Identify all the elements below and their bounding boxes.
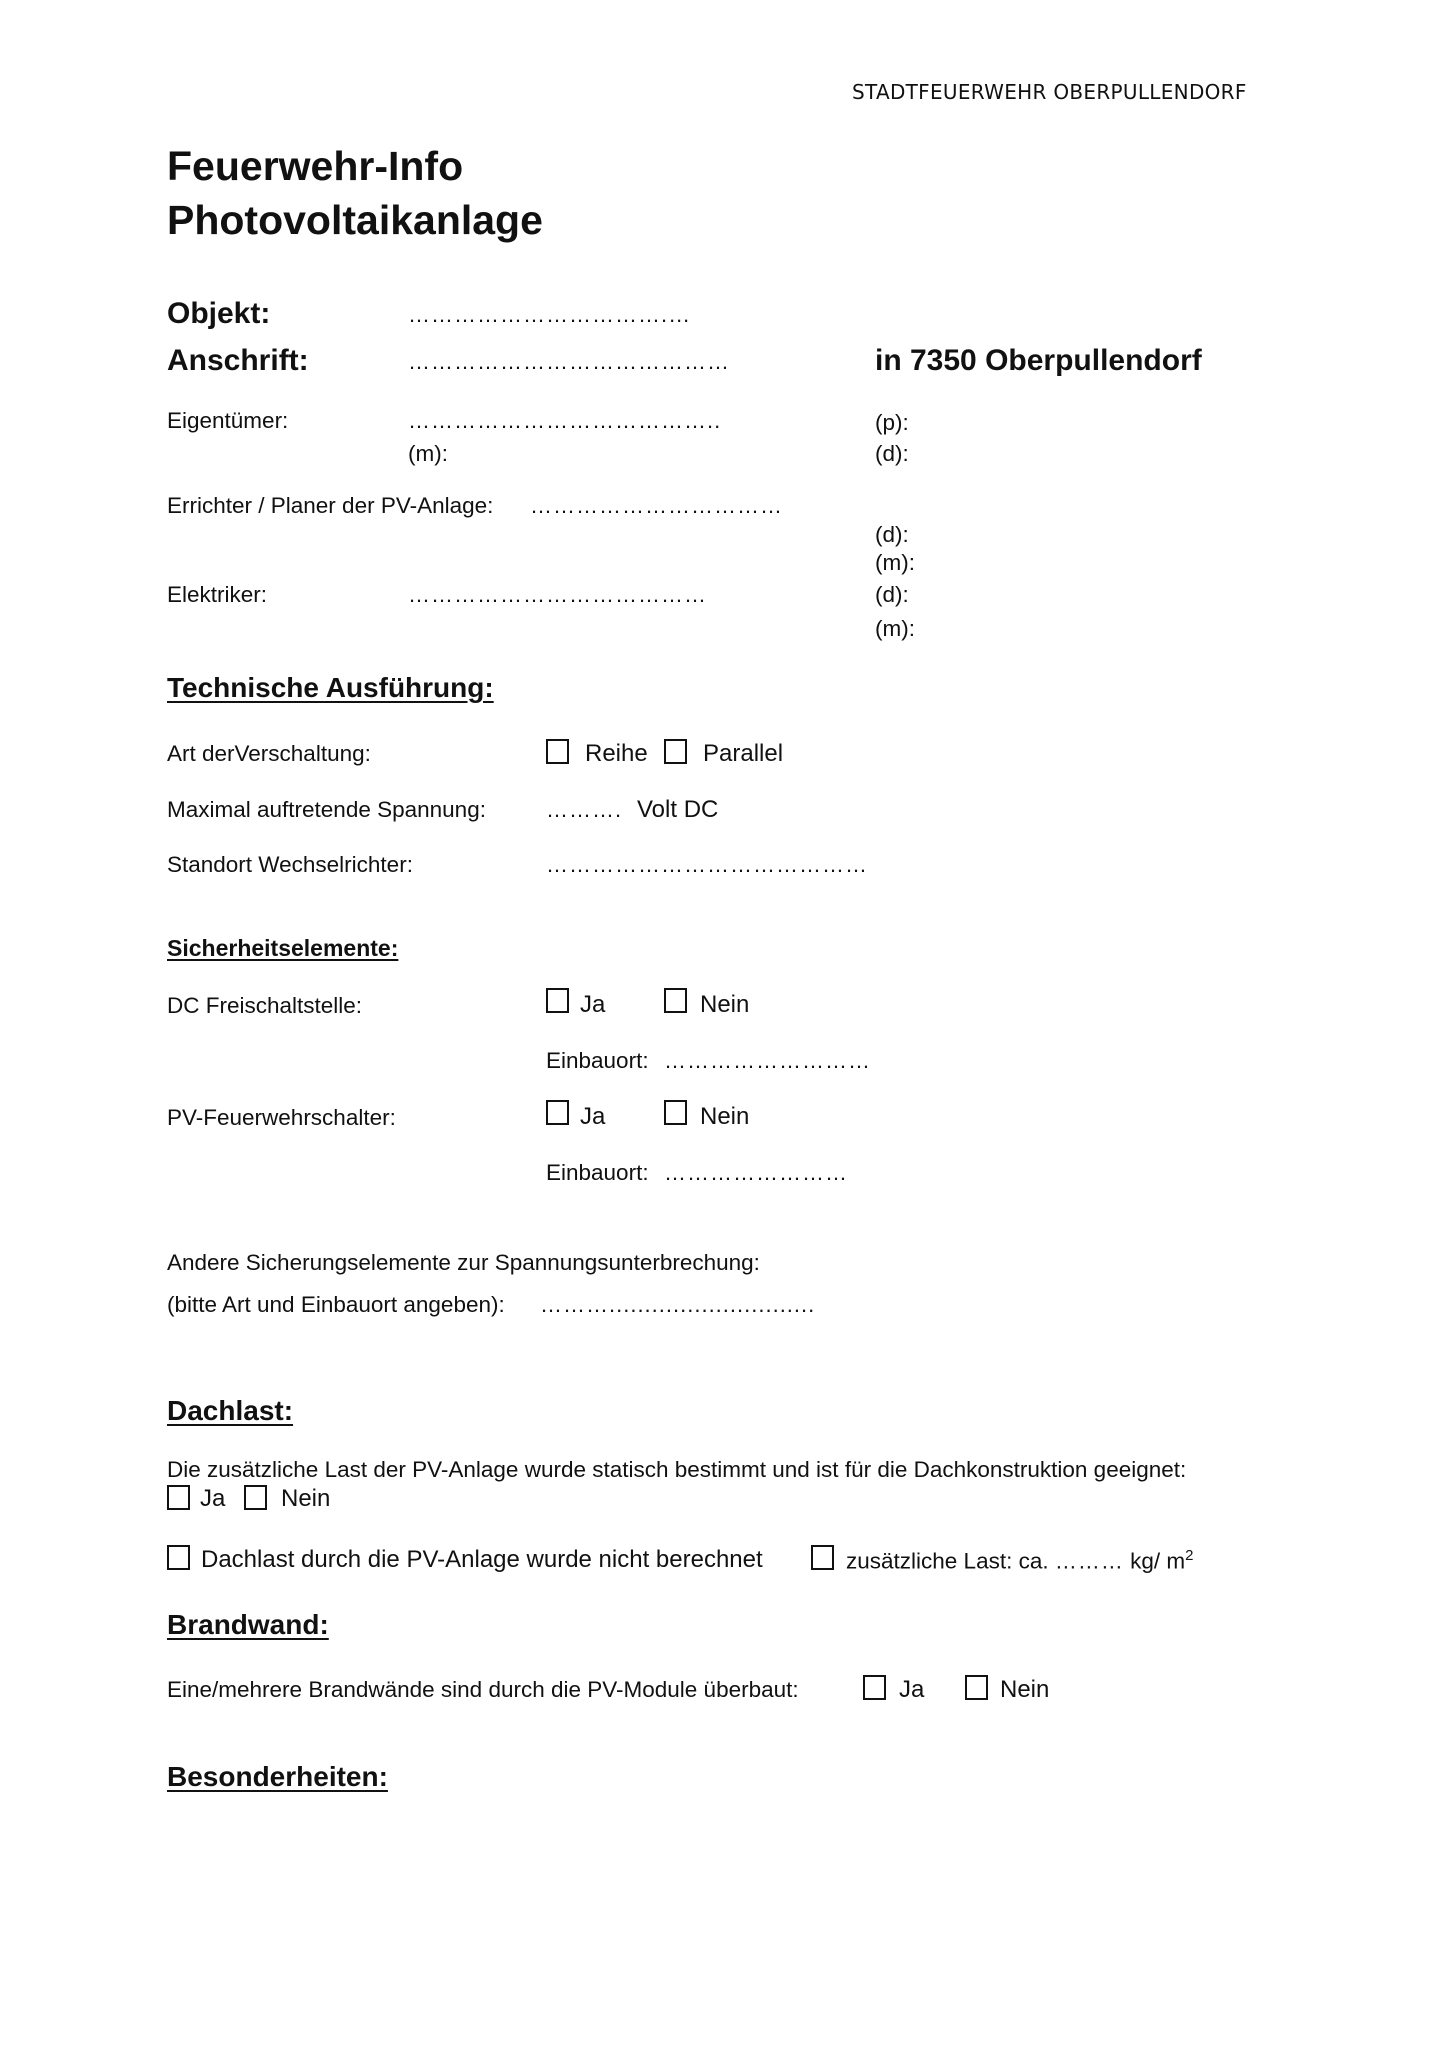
dc-ja-label: Ja [580, 991, 606, 1018]
eigentuemer-mobile-label: (m): [408, 441, 448, 466]
zusaetzliche-last-prefix: zusätzliche Last: ca. [846, 1548, 1049, 1574]
elektriker-label: Elektriker: [167, 582, 268, 607]
pv-ja-label: Ja [580, 1103, 606, 1130]
zusaetzliche-last-checkbox[interactable] [811, 1545, 834, 1570]
besonderheiten-heading: Besonderheiten: [167, 1761, 388, 1792]
eigentuemer-office-label: (d): [875, 441, 909, 466]
spannung-label: Maximal auftretende Spannung: [167, 797, 486, 822]
dc-einbauort-label: Einbauort: [546, 1048, 649, 1073]
errichter-office-label: (d): [875, 522, 909, 547]
objekt-label: Objekt: [167, 297, 271, 330]
dc-einbauort-field[interactable]: ……………………… [664, 1048, 871, 1073]
errichter-field[interactable]: …………………………… [530, 493, 783, 518]
eigentuemer-private-label: (p): [875, 410, 909, 435]
zusaetzliche-last-unit: kg/ m [1130, 1548, 1186, 1574]
pv-einbauort-label: Einbauort: [546, 1160, 649, 1185]
wechselrichter-field[interactable]: …………………………………… [546, 852, 868, 877]
zusaetzliche-last-label [846, 1547, 1194, 1575]
andere-elemente-field[interactable]: ………............................. [540, 1292, 816, 1317]
dachlast-ja-label: Ja [200, 1485, 226, 1512]
pv-nein-checkbox[interactable] [664, 1100, 687, 1125]
objekt-field[interactable]: …………………………….… [408, 302, 692, 327]
anschrift-label: Anschrift: [167, 344, 309, 377]
andere-elemente-label: Andere Sicherungselemente zur Spannungsunterbrechung: [167, 1250, 760, 1275]
sicherheit-heading: Sicherheitselemente: [167, 935, 399, 961]
reihe-label: Reihe [585, 740, 648, 767]
dc-nein-checkbox[interactable] [664, 988, 687, 1013]
brandwand-statement: Eine/mehrere Brandwände sind durch die PV-Module überbaut: [167, 1677, 799, 1702]
elektriker-mobile-label: (m): [875, 616, 915, 641]
elektriker-field[interactable]: ………………………………… [408, 582, 707, 607]
dc-freischaltstelle-label: DC Freischaltstelle: [167, 993, 363, 1018]
dachlast-statement: Die zusätzliche Last der PV-Anlage wurde statisch bestimmt und ist für die Dachkonstruktion geeignet: [167, 1457, 1187, 1482]
brandwand-ja-label: Ja [899, 1676, 925, 1703]
pv-nein-label: Nein [700, 1103, 750, 1130]
nicht-berechnet-checkbox[interactable] [167, 1545, 190, 1570]
parallel-checkbox[interactable] [664, 739, 687, 764]
dachlast-ja-checkbox[interactable] [167, 1485, 190, 1510]
anschrift-field[interactable]: …………………………………… [408, 349, 730, 374]
brandwand-nein-label: Nein [1000, 1676, 1050, 1703]
spannung-unit: Volt DC [637, 796, 719, 823]
dachlast-nein-checkbox[interactable] [244, 1485, 267, 1510]
errichter-mobile-label: (m): [875, 550, 915, 575]
dc-ja-checkbox[interactable] [546, 988, 569, 1013]
brandwand-nein-checkbox[interactable] [965, 1675, 988, 1700]
wechselrichter-label: Standort Wechselrichter: [167, 852, 413, 877]
errichter-label: Errichter / Planer der PV-Anlage: [167, 493, 494, 518]
brandwand-heading: Brandwand: [167, 1609, 329, 1640]
technik-heading: Technische Ausführung: [167, 672, 494, 703]
verschaltung-label: Art derVerschaltung: [167, 741, 371, 766]
pv-feuerwehrschalter-label: PV-Feuerwehrschalter: [167, 1105, 396, 1130]
document-title-line1: Feuerwehr-Info [167, 143, 464, 189]
organization-header: STADTFEUERWEHR OBERPULLENDORF [852, 80, 1247, 104]
document-title-line2: Photovoltaikanlage [167, 197, 543, 243]
unit-exponent: 2 [1185, 1547, 1194, 1564]
parallel-label: Parallel [703, 740, 784, 767]
dc-nein-label: Nein [700, 991, 750, 1018]
andere-elemente-hint: (bitte Art und Einbauort angeben): [167, 1292, 505, 1317]
elektriker-office-label: (d): [875, 582, 909, 607]
brandwand-ja-checkbox[interactable] [863, 1675, 886, 1700]
reihe-checkbox[interactable] [546, 739, 569, 764]
city-text: in 7350 Oberpullendorf [875, 344, 1202, 377]
dachlast-nein-label: Nein [281, 1485, 331, 1512]
spannung-field[interactable]: ………. [546, 797, 623, 822]
eigentuemer-field[interactable]: ………………………………….. [408, 408, 722, 433]
pv-ja-checkbox[interactable] [546, 1100, 569, 1125]
zusaetzliche-last-field[interactable]: ……… [1054, 1548, 1124, 1574]
pv-einbauort-field[interactable]: …………………… [664, 1160, 848, 1185]
dachlast-heading: Dachlast: [167, 1395, 294, 1426]
eigentuemer-label: Eigentümer: [167, 408, 289, 433]
nicht-berechnet-label: Dachlast durch die PV-Anlage wurde nicht berechnet [201, 1546, 763, 1573]
